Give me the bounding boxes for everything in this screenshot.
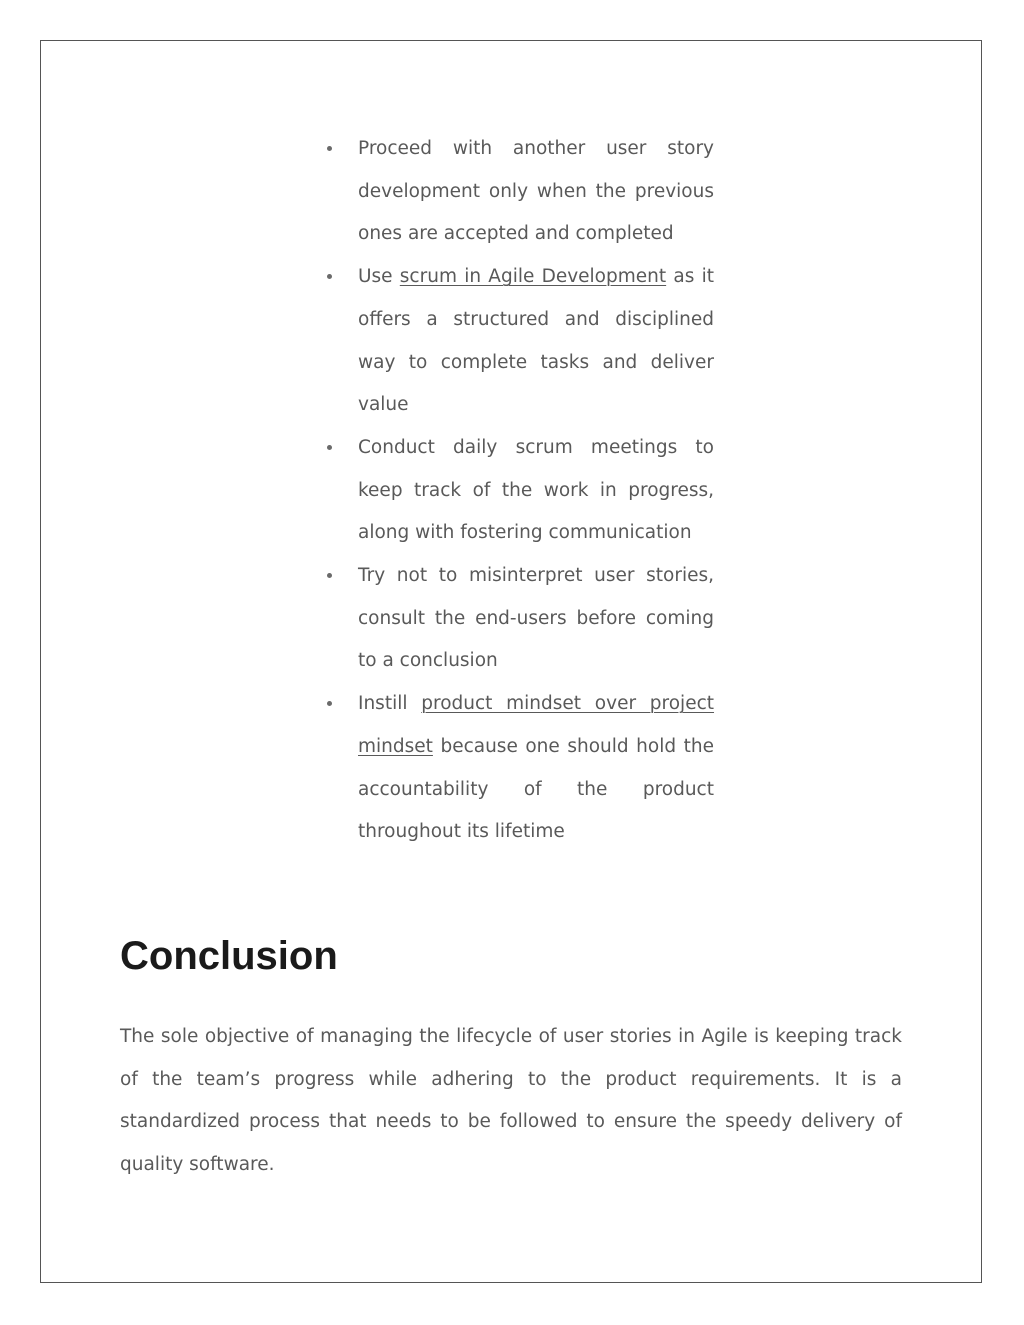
bullet-icon (327, 573, 332, 578)
bullet-icon (327, 445, 332, 450)
best-practices-list (358, 128, 714, 854)
list-item (358, 427, 714, 555)
list-item-text: Try not to misinterpret user stories, consult the end-users before coming to a conclusion (358, 565, 714, 672)
list-item-text: Conduct daily scrum meetings to keep track of the work in progress, along with fostering communication (358, 436, 714, 544)
list-item-text-after: because one should hold the accountability of the product throughout its lifetime (358, 735, 714, 843)
list-item (358, 555, 714, 683)
product-mindset-link[interactable]: product mindset over project mindset (358, 693, 715, 757)
list-item-text-after: as it offers a structured and disciplined way to complete tasks and deliver value (358, 266, 714, 416)
scrum-agile-link[interactable]: scrum in Agile Development (399, 266, 667, 288)
list-item (358, 256, 714, 427)
conclusion-paragraph: The sole objective of managing the lifecycle of user stories in Agile is keeping track of the team’s progress while adhering to the product requirements. It is a standardized process that needs to be followed to ensure the speedy delivery of quality software. (120, 1026, 902, 1176)
conclusion-heading: Conclusion (120, 934, 338, 978)
bullet-icon (327, 146, 332, 151)
list-item-text-before: Instill (358, 693, 422, 715)
list-item (358, 683, 714, 854)
list-item (358, 128, 714, 256)
list-item-text-before: Use (358, 266, 400, 288)
list-item-text: Proceed with another user story development only when the previous ones are accepted and completed (358, 138, 714, 245)
